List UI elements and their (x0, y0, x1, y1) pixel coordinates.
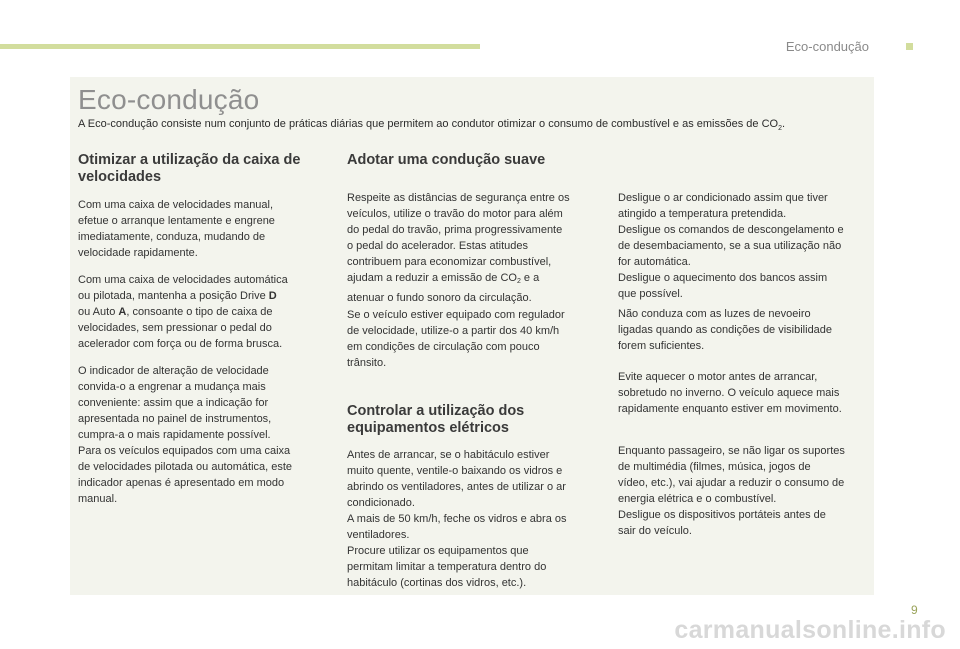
heading-electrical-equipment: Controlar a utilização dos equipamentos elétricos (347, 403, 525, 436)
fog-lights-paragraph: Não conduza com as luzes de nevoeiro ligadas quando as condições de visibilidade forem suficientes. (618, 308, 833, 352)
gearbox-paragraph-3: O indicador de alteração de velocidade convida-o a engrenar a mudança mais conveniente: assim que a indicação for apresentada no painel de instrumentos, cumpra-a o mais rapidamente possível. Para os veículos equipados com uma caixa de velocidades pilotada ou automática, este indicador apenas é apresentado em modo manual. (78, 365, 293, 505)
heading-gearbox: Otimizar a utilização da caixa de velocidades (78, 152, 301, 185)
intro-text: A Eco-condução consiste num conjunto de práticas diárias que permitem ao condutor otimizar o consumo de combustível e as emissões de $CO_2$. (78, 118, 786, 133)
header-square-marker (906, 43, 913, 50)
header-accent-bar (0, 44, 480, 49)
passenger-paragraph: Enquanto passageiro, se não ligar os suportes de multimédia (filmes, música, jogos de vídeo, etc.), vai ajudar a reduzir o consumo de energia elétrica e o combustível. Desligue os dispositivos portáteis antes de sair do veículo. (618, 445, 845, 537)
smooth-driving-paragraph-2: Se o veículo estiver equipado com regulador de velocidade, utilize-o a partir dos 40 km/h em condições de circulação com pouco trânsito. (347, 309, 565, 369)
header-section-title: Eco-condução (785, 39, 869, 54)
page-title: Eco-condução (78, 84, 260, 115)
engine-warmup-paragraph: Evite aquecer o motor antes de arrancar, sobretudo no inverno. O veículo aquece mais rapidamente enquanto estiver em movimento. (618, 371, 842, 415)
gearbox-paragraph-2: Com uma caixa de velocidades automática ou pilotada, mantenha a posição Drive D ou Auto A, consoante o tipo de caixa de velocidades, sem pressionar o pedal do acelerador com força ou de forma brusca. (78, 274, 288, 350)
electrical-paragraph-1: Antes de arrancar, se o habitáculo estiver muito quente, ventile-o baixando os vidros e abrindo os ventiladores, antes de utilizar o ar condicionado. A mais de 50 km/h, feche os vidros e abra os ventiladores. Procure utilizar os equipamentos que permitam limitar a temperatura dentro do habitáculo (cortinas dos vidros, etc.). (347, 449, 567, 589)
smooth-driving-paragraph-1: Respeite as distâncias de segurança entre os veículos, utilize o travão do motor para além do pedal do travão, prima progressivamente o pedal do acelerador. Estas atitudes contribuem para economizar combustível, ajudam a reduzir a emissão de $CO_2$ e a atenuar o fundo sonoro da circulação. (347, 192, 570, 304)
gearbox-paragraph-1: Com uma caixa de velocidades manual, efetue o arranque lentamente e engrene imediatamente, conduza, mudando de velocidade rapidamente. (78, 199, 275, 259)
electrical-paragraph-2: Desligue o ar condicionado assim que tiver atingido a temperatura pretendida. Desligue os comandos de descongelamento e de desembaciamento, se a sua utilização não for automática. Desligue o aquecimento dos bancos assim que possível. (618, 192, 844, 300)
page-number: 9 (911, 603, 918, 617)
heading-smooth-driving: Adotar uma condução suave (347, 152, 546, 168)
watermark: carmanualsonline.info (674, 616, 946, 644)
